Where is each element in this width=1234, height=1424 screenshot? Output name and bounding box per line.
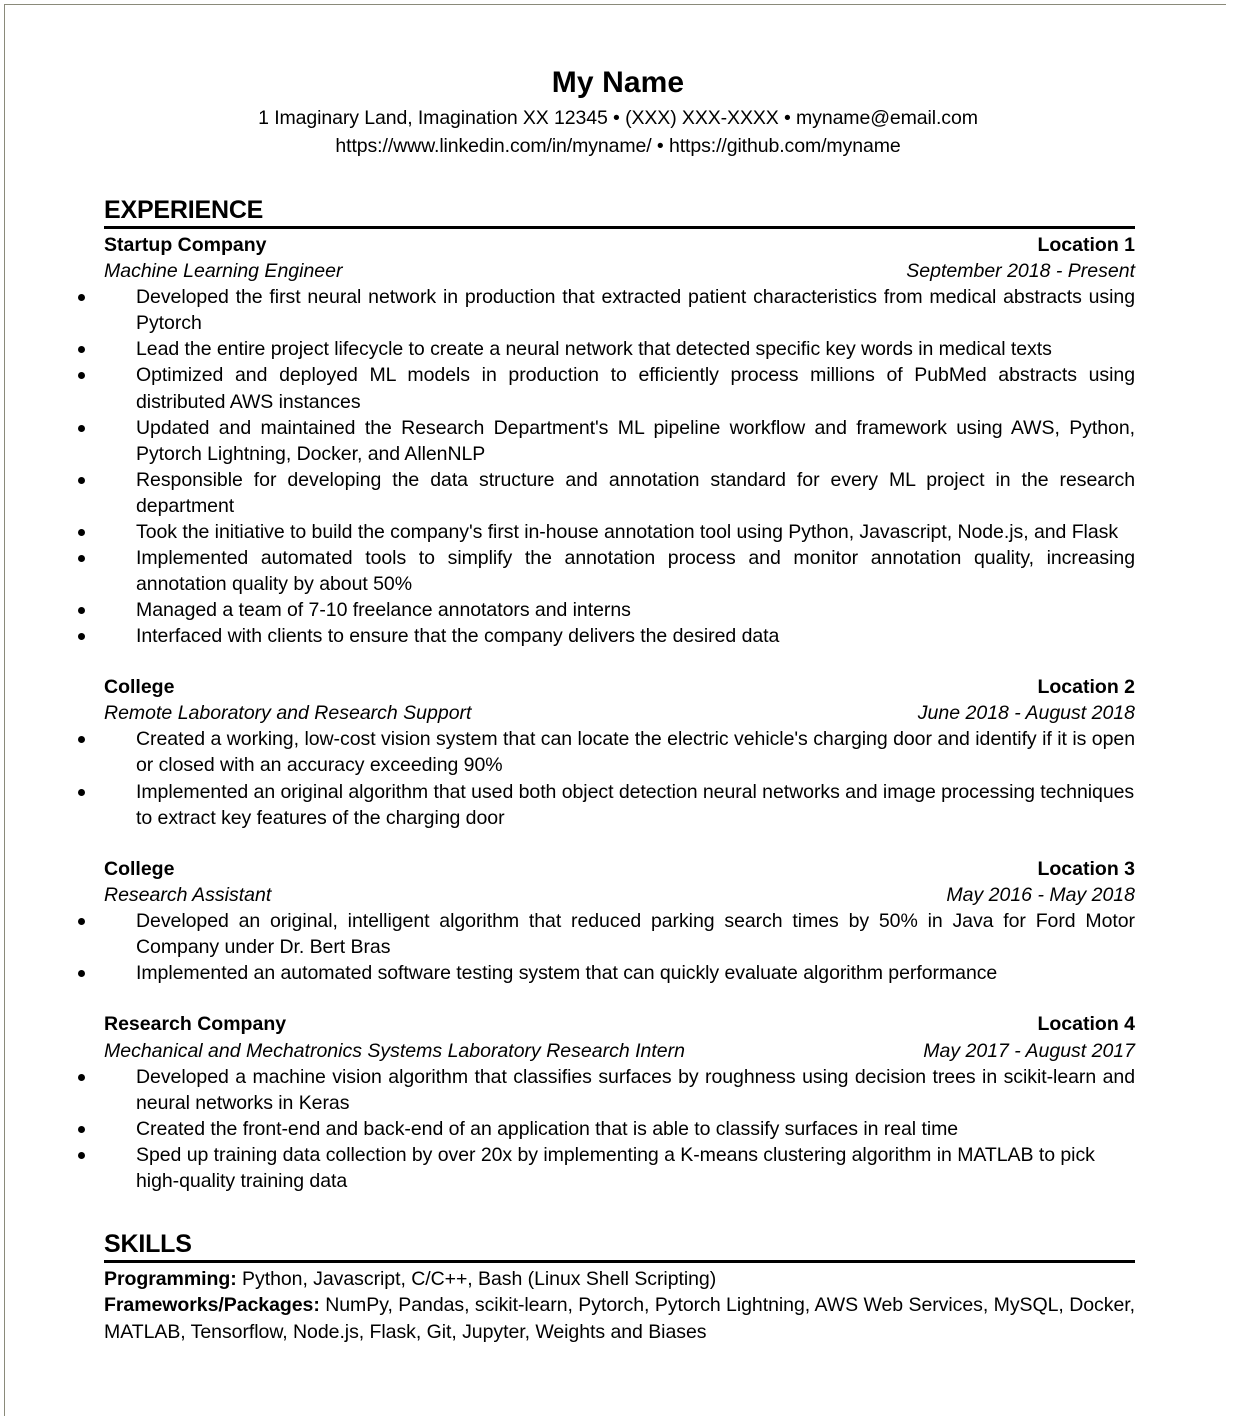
employer-location: Location 2 [1037,675,1135,698]
experience-section-divider [104,226,1135,229]
list-item [104,519,1135,545]
bullet-text: Developed the first neural network in production that extracted patient characteristics from medical abstracts using Pytorch [136,286,1135,335]
employer-location: Location 3 [1037,857,1135,880]
bullet-text: Updated and maintained the Research Department's ML pipeline workflow and framework using AWS, Python, Pytorch Lightning, Docker, and AllenNLP [136,416,1135,465]
bullet-text: Developed an original, intelligent algorithm that reduced parking search times by 50% in Java for Ford Motor Company under Dr. Bert Bras [136,910,1135,959]
experience-entry-subheader [104,882,1135,908]
employer-name: College [104,857,175,880]
experience-entry-header [104,856,1135,882]
job-title: Mechanical and Mechatronics Systems Laboratory Research Intern [104,1039,685,1062]
skills-row [104,1266,1135,1292]
experience-entry [104,674,1135,831]
skills-section [104,1230,1135,1345]
contact-address-phone-email: 1 Imaginary Land, Imagination XX 12345 • (XXX) XXX-XXXX • myname@email.com [258,107,978,130]
list-item [104,623,1135,649]
skills-category-label: Frameworks/Packages: [104,1294,320,1317]
experience-entry-header [104,1011,1135,1037]
skills-section-divider [104,1260,1135,1263]
bullet-text: Optimized and deployed ML models in production to efficiently process millions of PubMed abstracts using distributed AWS instances [136,364,1135,413]
job-dates: June 2018 - August 2018 [917,702,1135,725]
bullet-text: Implemented an automated software testing system that can quickly evaluate algorithm performance [136,962,998,985]
list-item [104,960,1135,986]
experience-entry-subheader [104,1038,1135,1064]
experience-section-title: EXPERIENCE [104,195,264,224]
bullet-text: Responsible for developing the data structure and annotation standard for every ML project in the research department [136,468,1135,517]
resume-page [5,5,1227,1417]
job-dates: May 2016 - May 2018 [946,883,1135,906]
skills-section-title: SKILLS [104,1230,192,1259]
job-title: Remote Laboratory and Research Support [104,702,472,725]
experience-bullet-list [104,908,1135,986]
bullet-text: Created the front-end and back-end of an application that is able to classify surfaces in real time [136,1117,959,1140]
experience-entry [104,232,1135,649]
list-item [104,336,1135,362]
employer-location: Location 1 [1037,233,1135,256]
bullet-text: Interfaced with clients to ensure that the company delivers the desired data [136,624,780,647]
bullet-text: Implemented automated tools to simplify the annotation process and monitor annotation quality, increasing annotation quality by about 50% [136,546,1135,595]
experience-entry [104,856,1135,987]
bullet-text: Created a working, low-cost vision system that can locate the electric vehicle's charging door and identify if it is open or closed with an accuracy exceeding 90% [136,728,1135,777]
skills-category-value: Python, Javascript, C/C++, Bash (Linux Shell Scripting) [236,1268,717,1291]
bullet-text: Implemented an original algorithm that used both object detection neural networks and image processing techniques to extract key features of the charging door [136,780,1135,829]
bullet-text: Took the initiative to build the company's first in-house annotation tool using Python, Javascript, Node.js, and Flask [136,520,1119,543]
employer-location: Location 4 [1037,1013,1135,1036]
list-item [104,362,1135,414]
skills-category-value: NumPy, Pandas, scikit-learn, Pytorch, Pytorch Lightning, AWS Web Services, MySQL, Docker, MATLAB, Tensorflow, Node.js, Flask, Git, Jupyter, Weights and Biases [104,1294,1135,1343]
experience-entry-subheader [104,258,1135,284]
candidate-name: My Name [551,66,685,99]
experience-entry-header [104,674,1135,700]
bullet-text: Sped up training data collection by over 20x by implementing a K-means clustering algorithm in MATLAB to pick high-quality training data [136,1144,1095,1193]
list-item [104,597,1135,623]
job-dates: May 2017 - August 2017 [923,1039,1135,1062]
skills-category-label: Programming: [104,1268,237,1291]
bullet-text: Developed a machine vision algorithm that classifies surfaces by roughness using decision trees in scikit-learn and neural networks in Keras [136,1065,1135,1114]
experience-entry [104,1011,1135,1194]
list-item [104,1064,1135,1116]
list-item [104,908,1135,960]
job-dates: September 2018 - Present [906,260,1135,283]
contact-profile-links: https://www.linkedin.com/in/myname/ • https://github.com/myname [335,135,901,158]
employer-name: College [104,675,175,698]
job-title: Machine Learning Engineer [104,260,343,283]
skills-row [104,1292,1135,1345]
page-border [4,4,1226,1416]
resume-content [104,5,1135,1345]
experience-entry-subheader [104,700,1135,726]
employer-name: Research Company [104,1013,287,1036]
list-item [104,779,1135,831]
list-item [104,726,1135,778]
experience-section [104,195,1135,1194]
list-item [104,1142,1135,1194]
experience-bullet-list [104,1064,1135,1194]
list-item [104,284,1135,336]
experience-bullet-list [104,726,1135,830]
list-item [104,415,1135,467]
resume-header [104,5,1132,161]
bullet-text: Lead the entire project lifecycle to create a neural network that detected specific key words in medical texts [136,338,1052,361]
list-item [104,545,1135,597]
list-item [104,467,1135,519]
experience-entry-header [104,232,1135,258]
bullet-text: Managed a team of 7-10 freelance annotators and interns [136,598,631,621]
employer-name: Startup Company [104,233,267,256]
job-title: Research Assistant [104,883,272,906]
list-item [104,1116,1135,1142]
experience-bullet-list [104,284,1135,648]
